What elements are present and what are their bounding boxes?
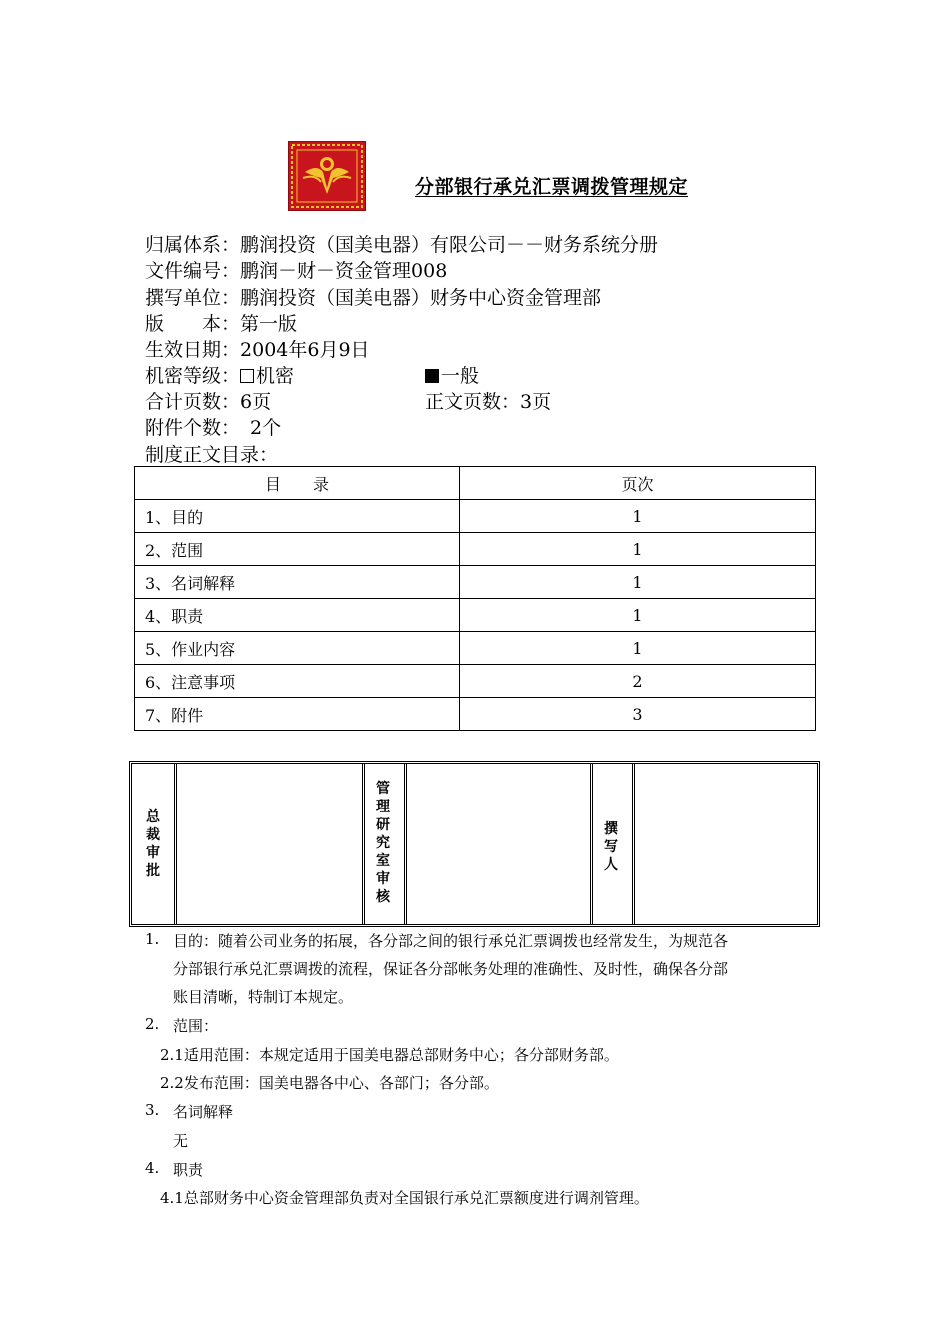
toc-table: [134, 466, 816, 731]
meta-attachments-label: 附件个数：: [145, 417, 241, 439]
meta-secret-option2: 一般: [441, 365, 480, 387]
section-1-line: 分部银行承兑汇票调拨的流程，保证各分部帐务处理的准确性、及时性，确保各分部: [173, 960, 729, 978]
checkbox-confidential[interactable]: [240, 369, 254, 383]
toc-page: 2: [460, 665, 816, 698]
toc-item: 4、职责: [135, 599, 460, 632]
approval-label-review: 管 理 研 究 室 审 核: [376, 781, 390, 905]
approval-divider: [404, 764, 407, 924]
approval-divider: [362, 764, 365, 924]
meta-doc-no: [145, 258, 447, 284]
approval-box: [129, 761, 820, 927]
meta-author-unit-label: 撰写单位：: [145, 287, 241, 309]
document-title: 分部银行承兑汇票调拨管理规定: [415, 176, 689, 198]
toc-page: 3: [460, 698, 816, 731]
section-number: 2.: [145, 1015, 160, 1033]
table-row: [135, 665, 816, 698]
toc-page: 1: [460, 632, 816, 665]
section-2-title: 范围：: [173, 1017, 219, 1035]
approval-divider: [174, 764, 177, 924]
meta-secret: [145, 363, 480, 389]
toc-header-page: 页次: [460, 467, 816, 500]
toc-header-row: [135, 467, 816, 500]
meta-doc-no-value: 鹏润－财－资金管理008: [240, 260, 448, 282]
meta-doc-no-label: 文件编号：: [145, 260, 241, 282]
section-2-2: 2.2发布范围：国美电器各中心、各部门；各分部。: [160, 1074, 499, 1092]
toc-item: 2、范围: [135, 533, 460, 566]
checkbox-general[interactable]: [425, 369, 439, 383]
toc-page: 1: [460, 533, 816, 566]
toc-item: 6、注意事项: [135, 665, 460, 698]
table-row: [135, 698, 816, 731]
meta-attachments-value: 2个: [250, 417, 282, 439]
meta-total-pages-value: 6页: [240, 391, 272, 413]
meta-body-pages-label: 正文页数：: [425, 391, 521, 413]
meta-version-value: 第一版: [240, 313, 298, 335]
section-number: 1.: [145, 930, 160, 948]
toc-item: 1、目的: [135, 500, 460, 533]
meta-belong-label: 归属体系：: [145, 234, 241, 256]
toc-page: 1: [460, 599, 816, 632]
meta-total-pages-label: 合计页数：: [145, 391, 241, 413]
approval-divider: [590, 764, 593, 924]
section-4-title: 职责: [173, 1161, 204, 1179]
toc-page: 1: [460, 566, 816, 599]
section-number: 3.: [145, 1101, 160, 1119]
section-number: 4.: [145, 1159, 160, 1177]
meta-secret-label: 机密等级：: [145, 365, 241, 387]
table-row: [135, 533, 816, 566]
meta-author-unit: [145, 285, 601, 311]
toc-item: 5、作业内容: [135, 632, 460, 665]
meta-body-pages-value: 3页: [520, 391, 552, 413]
meta-effective-label: 生效日期：: [145, 339, 241, 361]
section-1-line: 目的：随着公司业务的拓展，各分部之间的银行承兑汇票调拨也经常发生，为规范各: [173, 932, 729, 950]
table-row: [135, 566, 816, 599]
meta-pages: [145, 389, 552, 415]
meta-version-label: 版 本：: [145, 313, 241, 335]
section-3-body: 无: [173, 1132, 189, 1150]
meta-version: [145, 311, 297, 337]
meta-effective-value: 2004年6月9日: [240, 339, 370, 361]
table-row: [135, 632, 816, 665]
meta-attachments: [145, 415, 281, 441]
approval-label-ceo: 总 裁 审 批: [146, 809, 160, 879]
table-row: [135, 500, 816, 533]
meta-author-unit-value: 鹏润投资（国美电器）财务中心资金管理部: [240, 287, 602, 309]
approval-label-writer: 撰 写 人: [604, 821, 618, 873]
section-1-line: 账目清晰，特制订本规定。: [173, 988, 354, 1006]
meta-toc-label: 制度正文目录：: [145, 444, 279, 466]
toc-header-item: 目 录: [135, 467, 460, 500]
section-4-1: 4.1总部财务中心资金管理部负责对全国银行承兑汇票额度进行调剂管理。: [160, 1189, 649, 1207]
meta-secret-option1: 机密: [256, 365, 295, 387]
section-3-title: 名词解释: [173, 1103, 234, 1121]
approval-divider: [632, 764, 635, 924]
section-2-1: 2.1适用范围：本规定适用于国美电器总部财务中心；各分部财务部。: [160, 1046, 619, 1064]
meta-effective: [145, 337, 370, 363]
toc-item: 3、名词解释: [135, 566, 460, 599]
meta-belong: [145, 232, 658, 258]
toc-item: 7、附件: [135, 698, 460, 731]
toc-page: 1: [460, 500, 816, 533]
meta-belong-value: 鹏润投资（国美电器）有限公司－－财务系统分册: [240, 234, 659, 256]
company-logo: [288, 141, 366, 211]
table-row: [135, 599, 816, 632]
